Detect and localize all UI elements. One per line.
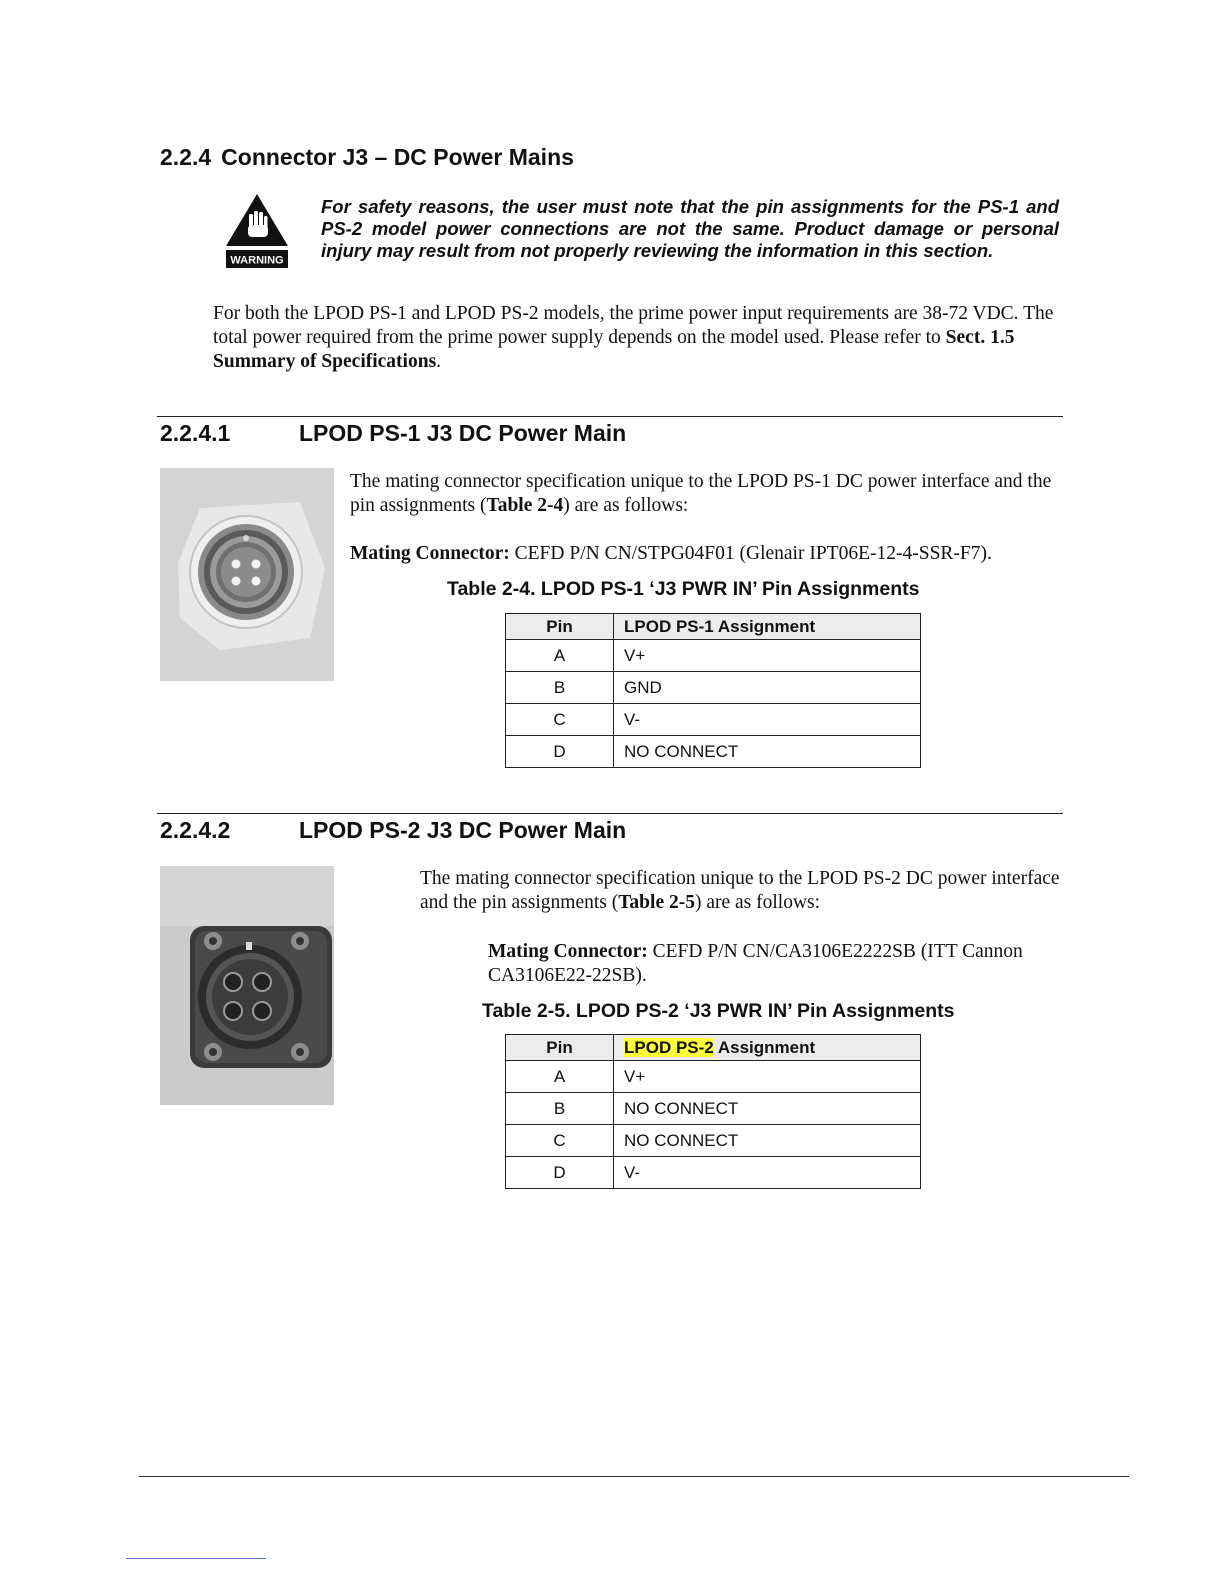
pin-cell: A [506, 1061, 614, 1093]
assignment-cell: NO CONNECT [614, 1093, 921, 1125]
table-row [506, 1093, 921, 1125]
column-header-pin: Pin [506, 614, 614, 640]
pin-cell: D [506, 1157, 614, 1189]
ps2-desc-ref: Table 2-5 [618, 892, 695, 913]
ps2-pin-table [505, 1034, 921, 1189]
intro-end: . [436, 351, 442, 372]
pin-cell: C [506, 1125, 614, 1157]
ps2-connector-photo [160, 866, 334, 1105]
ps1-number: 2.2.4.1 [160, 420, 231, 446]
table-row [506, 640, 921, 672]
ps2-mating-value: CEFD P/N CN/CA3106E2222SB (ITT Cannon CA3106E22-22SB). [488, 941, 1023, 986]
column-header-rest: Assignment [713, 1037, 816, 1057]
pin-cell: B [506, 1093, 614, 1125]
intro-ref: Sect. 1.5 Summary of Specifications [213, 327, 1015, 372]
section-title: Connector J3 – DC Power Mains [221, 144, 574, 170]
table-row [506, 1125, 921, 1157]
ps1-heading [160, 420, 626, 447]
ps2-mating-connector [488, 940, 1048, 988]
ps1-mating-value: CEFD P/N CN/STPG04F01 (Glenair IPT06E-12-4-SSR-F7). [509, 543, 992, 564]
footer-rule [139, 1476, 1129, 1477]
ps1-pin-table [505, 613, 921, 768]
column-header-pin: Pin [506, 1035, 614, 1061]
ps1-desc-ref: Table 2-4 [486, 495, 564, 516]
assignment-cell: NO CONNECT [614, 1125, 921, 1157]
pin-cell: B [506, 672, 614, 704]
ps2-heading [160, 817, 626, 844]
ps1-mating-label: Mating Connector: [350, 543, 510, 564]
assignment-cell: V+ [614, 640, 921, 672]
pin-cell: D [506, 736, 614, 768]
ps2-mating-label: Mating Connector: [488, 941, 648, 962]
section-heading [160, 144, 574, 171]
ps2-title: LPOD PS-2 J3 DC Power Main [299, 817, 627, 843]
ps1-description [350, 470, 1060, 518]
column-header-assignment [614, 1035, 921, 1061]
column-header-assignment: LPOD PS-1 Assignment [614, 614, 921, 640]
assignment-cell: V- [614, 704, 921, 736]
warning-label: WARNING [230, 254, 284, 267]
assignment-cell: GND [614, 672, 921, 704]
warning-hand-icon [224, 192, 290, 270]
assignment-cell: NO CONNECT [614, 736, 921, 768]
highlighted-text: LPOD PS-2 [624, 1037, 714, 1057]
warning-text: For safety reasons, the user must note that the pin assignments for the PS-1 and PS-2 model power connections are not the same. Product damage or personal injury may result from not properly reviewing the information in this section. [321, 196, 1059, 261]
ps1-desc-text: The mating connector specification unique to the LPOD PS-1 DC power interface and the pin assignments ( [350, 471, 1052, 516]
assignment-cell: V+ [614, 1061, 921, 1093]
intro-text: For both the LPOD PS-1 and LPOD PS-2 models, the prime power input requirements are 38-72 VDC. The total power required from the prime power supply depends on the model used. Please refer to [213, 303, 1054, 348]
ps2-table-caption: Table 2-5. LPOD PS-2 ‘J3 PWR IN’ Pin Assignments [482, 1000, 955, 1022]
ps1-connector-photo [160, 468, 334, 681]
ps1-desc-end: ) are as follows: [563, 495, 689, 516]
ps2-number: 2.2.4.2 [160, 817, 231, 843]
ps1-mating-connector [350, 542, 1070, 566]
ps2-desc-text: The mating connector specification unique to the LPOD PS-2 DC power interface and the pin assignments ( [420, 868, 1060, 913]
ps2-description [420, 867, 1060, 915]
ps1-title: LPOD PS-1 J3 DC Power Main [299, 420, 627, 446]
footer-link-underline[interactable] [126, 1558, 266, 1559]
section-divider [157, 813, 1063, 814]
table-row [506, 704, 921, 736]
table-row [506, 736, 921, 768]
section-number: 2.2.4 [160, 144, 212, 170]
table-row [506, 1157, 921, 1189]
pin-cell: A [506, 640, 614, 672]
table-row [506, 672, 921, 704]
intro-paragraph [213, 302, 1063, 374]
section-divider [157, 416, 1063, 417]
ps2-desc-end: ) are as follows: [694, 892, 821, 913]
ps1-table-caption: Table 2-4. LPOD PS-1 ‘J3 PWR IN’ Pin Assignments [447, 578, 920, 600]
assignment-cell: V- [614, 1157, 921, 1189]
pin-cell: C [506, 704, 614, 736]
table-row [506, 1061, 921, 1093]
